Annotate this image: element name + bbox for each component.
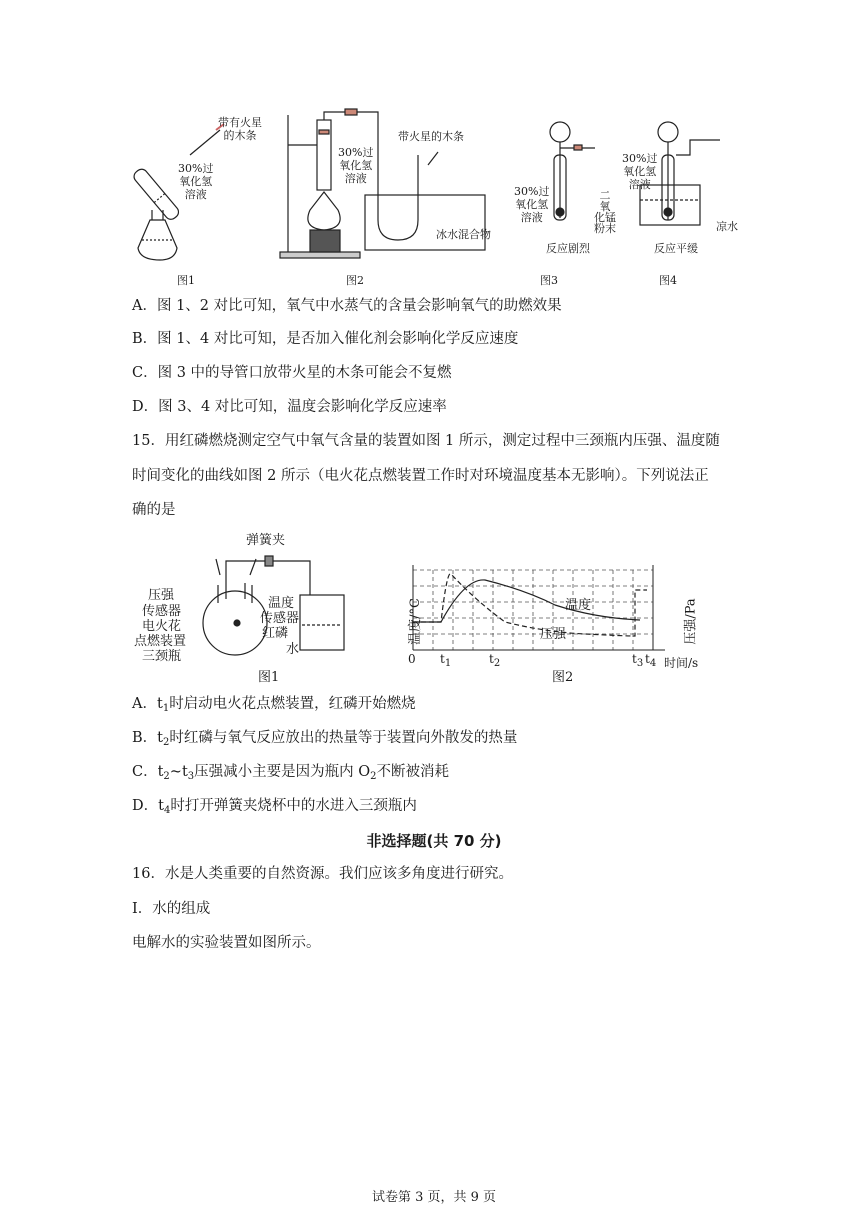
q14-fig4-solution-label: 30%过 氧化氢 溶液 [622,152,658,191]
q15-fig2-origin: 0 [408,652,416,666]
q14-option-c: C．图 3 中的导管口放带火星的木条可能会不复燃 [132,365,452,381]
q15-fig2-temp-label: 温度 [565,598,592,613]
q15-fig1-phosphorus-label: 红磷 [262,626,289,641]
q15-fig1-caption: 图1 [258,670,280,685]
q15-option-c: C．$t_2\sim t_3$压强减小主要是因为瓶内 $O_2$不断被消耗 [132,764,450,782]
q15-fig1-spark-label1: 电火花 [142,619,182,634]
q14-fig3-state: 反应剧烈 [546,242,590,255]
q15-fig2-t1: $t_1$ [440,652,452,669]
q14-fig3-solution-label: 30%过 氧化氢 溶液 [514,185,550,224]
q15-fig2-t2: $t_2$ [489,652,501,669]
q15-fig1-clamp-label: 弹簧夹 [246,533,286,548]
q15-fig2-pressure-label: 压强 [540,627,567,642]
q15-fig1-water-label: 水 [286,642,300,657]
q14-fig4-caption: 图4 [659,274,677,287]
q15-fig2-t3: $t_3$ [632,652,644,669]
q15-fig1-temp-label2: 传感器 [260,611,300,626]
q15-fig1-flask-label: 三颈瓶 [142,649,182,664]
q14-fig4-water-label: 凉水 [716,220,738,233]
q15-option-b: B．$t_2$时红磷与氧气反应放出的热量等于装置向外散发的热量 [132,730,518,748]
q15-fig2-t4: $t_4$ [645,652,657,669]
q15-stem-line1: 15．用红磷燃烧测定空气中氧气含量的装置如图 1 所示，测定过程中三颈瓶内压强、温度随 [132,433,720,449]
q14-option-b: B．图 1、4 对比可知，是否加入催化剂会影响化学反应速度 [132,331,519,347]
q14-fig1-caption: 图1 [177,274,195,287]
q14-option-a: A．图 1、2 对比可知，氧气中水蒸气的含量会影响氧气的助燃效果 [132,298,562,314]
q14-fig2-ice-label: 冰水混合物 [436,228,491,241]
q14-fig2-splint-label: 带火星的木条 [398,130,464,143]
page-footer: 试卷第 3 页，共 9 页 [371,1190,497,1205]
q15-fig1-pressure-label1: 压强 [148,588,175,603]
q14-fig3-apparatus [550,122,595,220]
q14-fig1-solution-label: 30%过 氧化氢 溶液 [178,162,214,201]
q14-fig3-mno2-label: 二 氧 化锰 粉末 [594,189,616,235]
q16-stem: 16．水是人类重要的自然资源。我们应该多角度进行研究。 [132,866,513,882]
q14-fig2-caption: 图2 [346,274,364,287]
q15-fig1-pressure-label2: 传感器 [142,604,182,619]
q15-fig2-caption: 图2 [552,670,574,685]
q15-fig2-ylabel-right: 压强/Pa [683,598,699,645]
q15-fig2-ylabel-left: 温度/°C [407,598,423,645]
q15-fig1-spark-label2: 点燃装置 [134,634,187,649]
q14-fig1-splint-label: 带有火星 的木条 [218,116,262,142]
q15-option-d: D．$t_4$时打开弹簧夹烧杯中的水进入三颈瓶内 [132,798,417,816]
q15-fig2-xlabel: 时间/s [664,656,699,670]
section-heading: 非选择题(共 70 分) [366,832,502,850]
q15-fig1-temp-label1: 温度 [268,596,295,611]
q15-stem-line3: 确的是 [132,502,176,518]
q14-fig4-state: 反应平缓 [654,242,698,255]
q15-option-a: A．$t_1$时启动电火花点燃装置，红磷开始燃烧 [132,696,416,714]
q16-part1: I．水的组成 [132,901,211,917]
pressure-curve [413,574,647,636]
q14-fig2-solution-label: 30%过 氧化氢 溶液 [338,146,374,185]
q14-fig3-caption: 图3 [540,274,558,287]
q15-stem-line2: 时间变化的曲线如图 2 所示（电火花点燃装置工作时对环境温度基本无影响）。下列说法正 [132,468,709,484]
q14-option-d: D．图 3、4 对比可知，温度会影响化学反应速率 [132,399,447,415]
q16-intro: 电解水的实验装置如图所示。 [132,935,321,951]
